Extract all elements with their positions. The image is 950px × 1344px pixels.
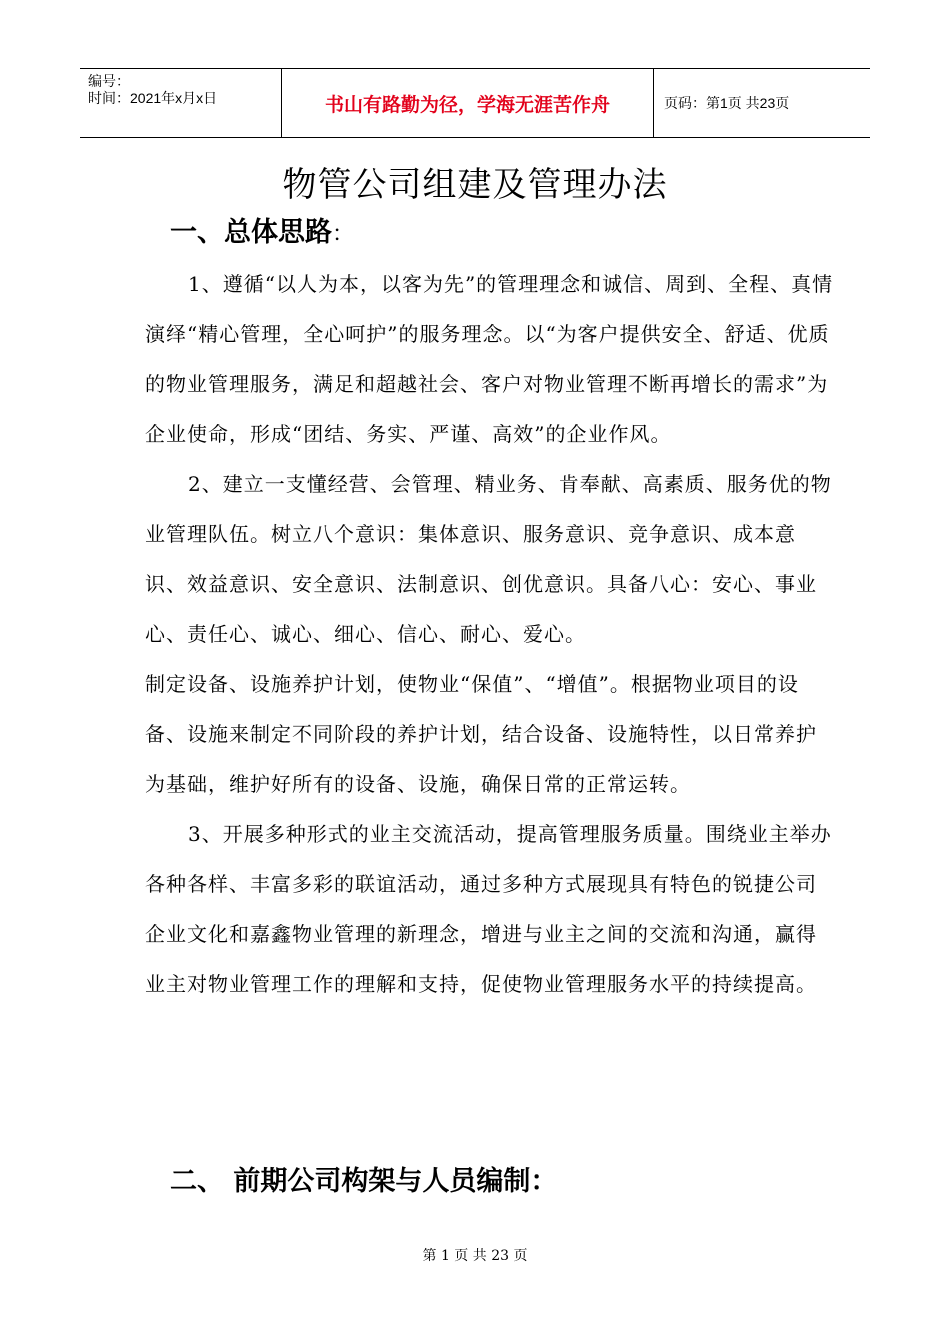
header-page-cell	[654, 69, 870, 137]
document-body	[145, 259, 835, 1009]
paragraph-2: 2、建立一支懂经营、会管理、精业务、肯奉献、高素质、服务优的物业管理队伍。树立八个意识：集体意识、服务意识、竞争意识、成本意识、效益意识、安全意识、法制意识、创优意识。具备八心：安心、事业心、责任心、诚心、细心、信心、耐心、爱心。	[145, 472, 832, 646]
section-heading-2: 二、 前期公司构架与人员编制：	[170, 1166, 558, 1197]
section-heading-1	[170, 213, 354, 255]
section-heading-1-colon: ：	[332, 222, 355, 247]
section-heading-1-text: 一、总体思路	[170, 217, 332, 248]
document-title: 物管公司组建及管理办法	[282, 165, 668, 205]
paragraph-3: 制定设备、设施养护计划，使物业“保值”、“增值”。根据物业项目的设备、设施来制定不同阶段的养护计划，结合设备、设施特性，以日常养护为基础，维护好所有的设备、设施，确保日常的正常运转。	[145, 672, 817, 796]
page-number-label: 页码：第1页 共23页	[664, 95, 790, 111]
paragraph-4: 3、开展多种形式的业主交流活动，提高管理服务质量。围绕业主举办各种各样、丰富多彩的联谊活动，通过多种方式展现具有特色的锐捷公司企业文化和嘉鑫物业管理的新理念，增进与业主之间的交流和沟通，赢得业主对物业管理工作的理解和支持，促使物业管理服务水平的持续提高。	[145, 822, 832, 996]
slogan-text: 书山有路勤为径，学海无涯苦作舟	[324, 93, 610, 116]
page-footer: 第 1 页 共 23 页	[422, 1248, 528, 1264]
page-header	[80, 68, 870, 138]
header-slogan-cell	[281, 69, 654, 137]
number-label: 编号：	[88, 73, 130, 89]
header-meta-cell	[80, 69, 281, 137]
time-label: 时间：2021年x月x日	[88, 90, 218, 106]
paragraph-1: 1、遵循“以人为本，以客为先”的管理理念和诚信、周到、全程、真情演绎“精心管理，全心呵护”的服务理念。以“为客户提供安全、舒适、优质的物业管理服务，满足和超越社会、客户对物业管理不断再增长的需求”为企业使命，形成“团结、务实、严谨、高效”的企业作风。	[145, 272, 834, 446]
